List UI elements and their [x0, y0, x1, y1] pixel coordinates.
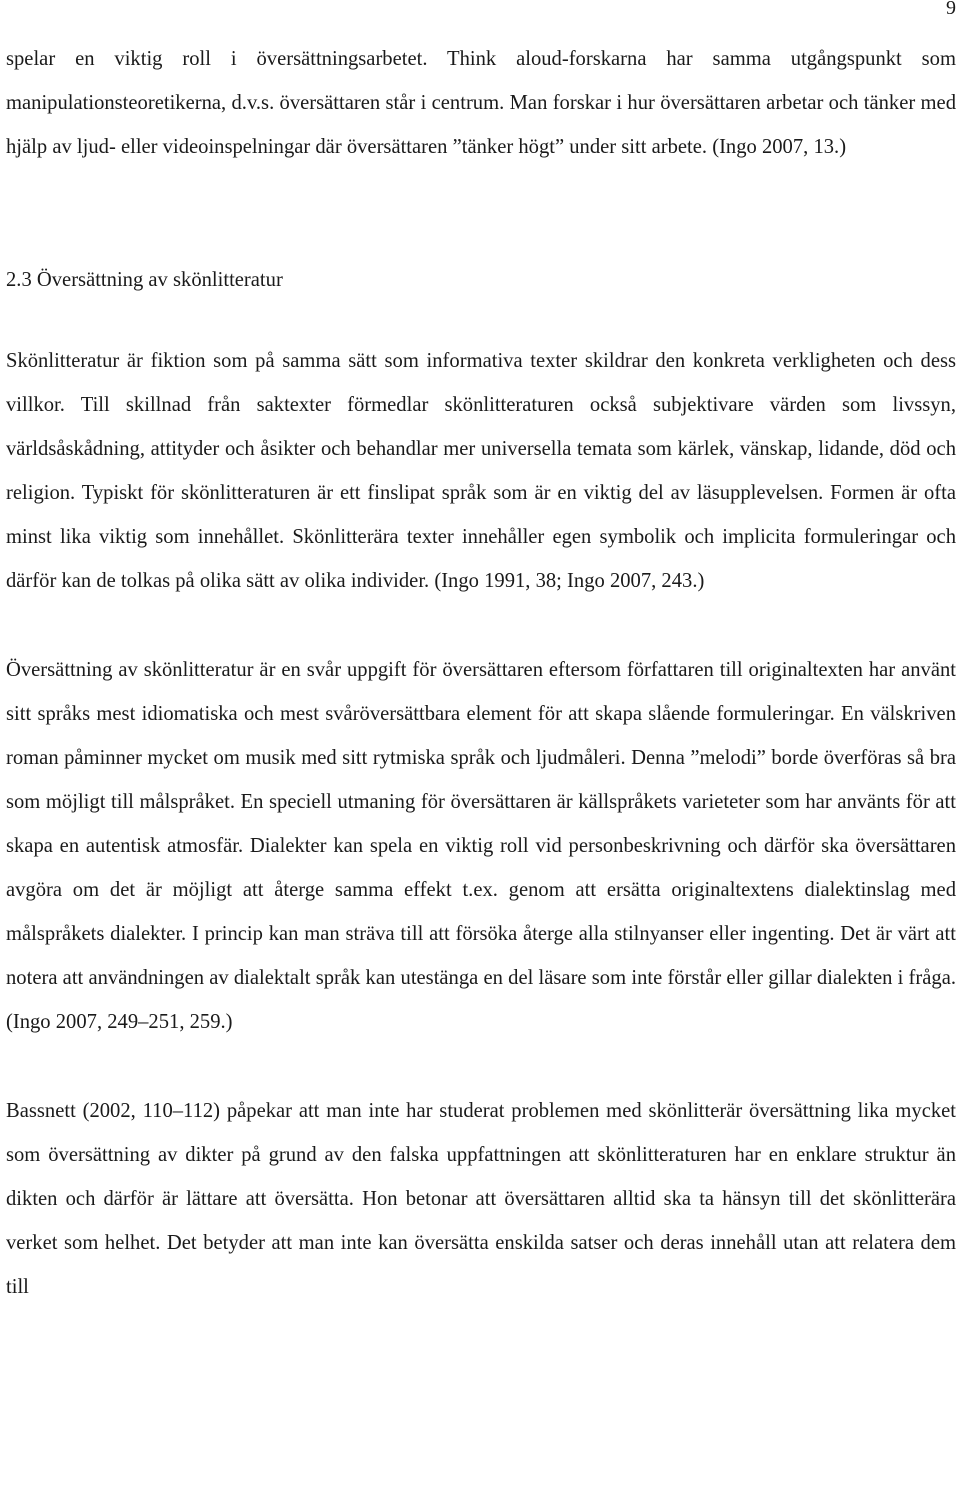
paragraph-think-aloud: spelar en viktig roll i översättningsarbetet. Think aloud-forskarna har samma utgångspunkt som manipulationsteoretikerna, d.v.s. översättaren står i centrum. Man forskar i hur översättaren arbetar och tänker med hjälp av ljud- eller videoinspelningar där översättaren ”tänker högt” under sitt arbete. (Ingo 2007, 13.): [6, 48, 956, 158]
paragraph-translation-difficulty: Översättning av skönlitteratur är en svår uppgift för översättaren eftersom författaren till originaltexten har använt sitt språks mest idiomatiska och mest svåröversättbara element för att skapa slående formuleringar. En välskriven roman påminner mycket om musik med sitt rytmiska språk och ljudmåleri. Denna ”melodi” borde överföras så bra som möjligt till målspråket. En speciell utmaning för översättaren är källspråkets varieteter som har använts för att skapa en autentisk atmosfär. Dialekter kan spela en viktig roll vid personbeskrivning och därför ska översättaren avgöra om det är möjligt att återge samma effekt t.ex. genom att ersätta originaltextens dialektinslag med målspråkets dialekter. I princip kan man sträva till att försöka återge alla stilnyanser eller ingenting. Det är värt att notera att användningen av dialektalt språk kan utestänga en del läsare som inte förstår eller gillar dialekten i fråga. (Ingo 2007, 249–251, 259.): [6, 659, 956, 1033]
paragraph-fiction: Skönlitteratur är fiktion som på samma sätt som informativa texter skildrar den konkreta verkligheten och dess villkor. Till skillnad från saktexter förmedlar skönlitteraturen också subjektivare värden som livssyn, världsåskådning, attityder och åsikter och behandlar mer universella temata som kärlek, vänskap, lidande, död och religion. Typiskt för skönlitteraturen är ett finslipat språk som är en viktig del av läsupplevelsen. Formen är ofta minst lika viktig som innehållet. Skönlitterära texter innehåller egen symbolik och implicita formuleringar och därför kan de tolkas på olika sätt av olika individer. (Ingo 1991, 38; Ingo 2007, 243.): [6, 350, 956, 592]
document-body: [6, 37, 956, 1309]
paragraph-bassnett: Bassnett (2002, 110–112) påpekar att man inte har studerat problemen med skönlitterär översättning lika mycket som översättning av dikter på grund av den falska uppfattningen att skönlitteraturen har en enklare struktur än dikten och därför är lättare att översätta. Hon betonar att översättaren alltid ska ta hänsyn till det skönlitterära verket som helhet. Det betyder att man inte kan översätta enskilda satser och deras innehåll utan att relatera dem till: [6, 1100, 956, 1298]
section-heading: 2.3 Översättning av skönlitteratur: [6, 269, 283, 291]
page-number: 9: [946, 0, 956, 19]
